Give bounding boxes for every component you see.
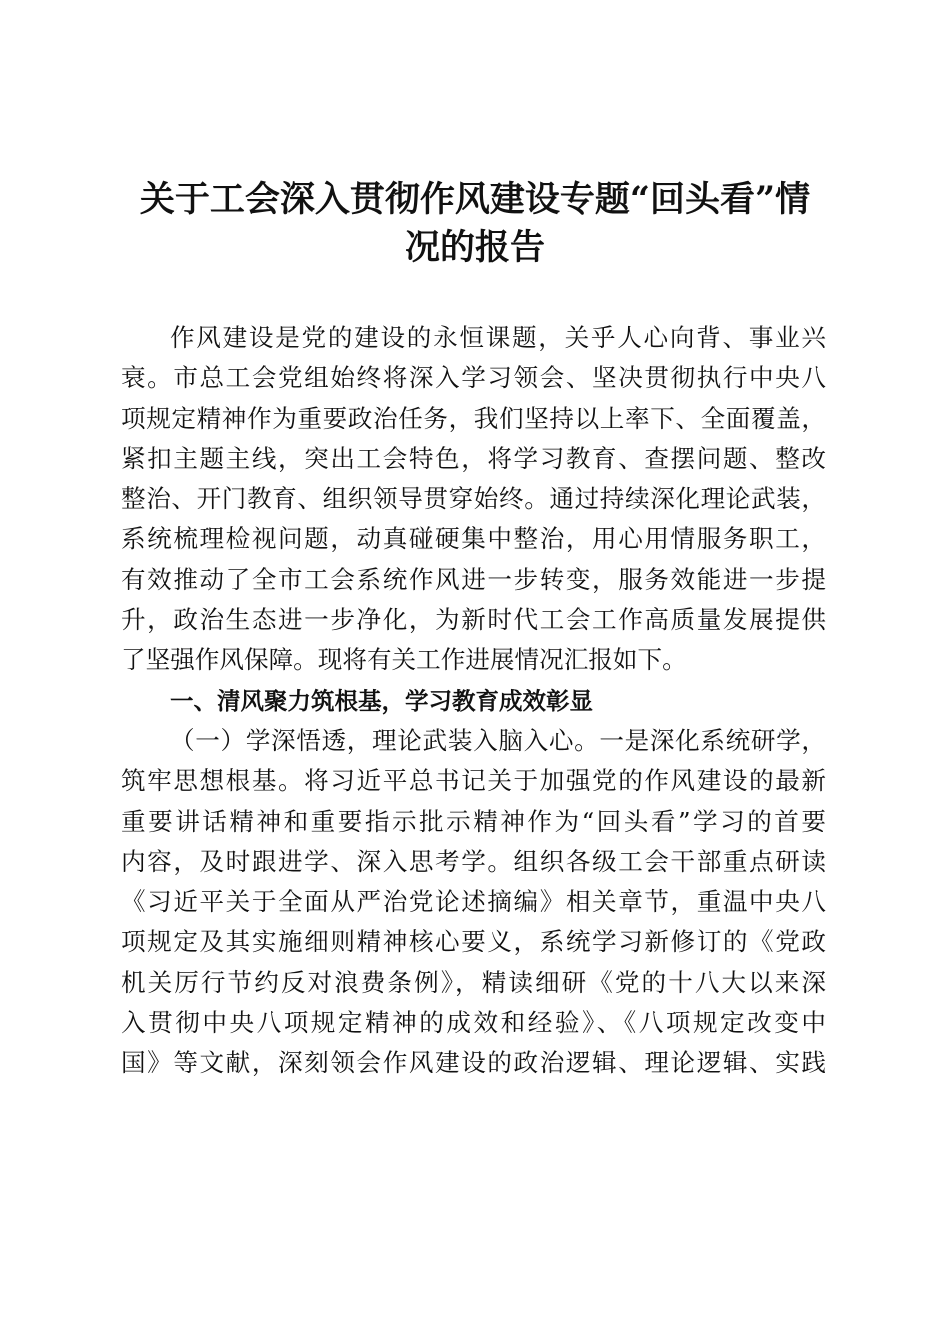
paragraph-1-line-7: 有效推动了全市工会系统作风进一步转变，服务效能进一步提 xyxy=(121,564,826,594)
paragraph-2-line-7: 机关厉行节约反对浪费条例》，精读细研《党的十八大以来深 xyxy=(121,967,826,997)
document-title xyxy=(110,176,840,272)
paragraph-1-line-2: 衰。市总工会党组始终将深入学习领会、坚决贯彻执行中央八 xyxy=(121,363,826,393)
paragraph-1-line-6: 系统梳理检视问题，动真碰硬集中整治，用心用情服务职工， xyxy=(121,524,826,554)
paragraph-2-line-2: 筑牢思想根基。将习近平总书记关于加强党的作风建设的最新 xyxy=(121,766,826,796)
paragraph-2-line-5: 《习近平关于全面从严治党论述摘编》相关章节，重温中央八 xyxy=(121,887,826,917)
paragraph-1-line-3: 项规定精神作为重要政治任务，我们坚持以上率下、全面覆盖， xyxy=(121,403,826,433)
title-line-2: 况的报告 xyxy=(404,227,545,268)
paragraph-1-line-4: 紧扣主题主线，突出工会特色，将学习教育、查摆问题、整改 xyxy=(121,443,826,473)
paragraph-2-line-1: （一）学深悟透，理论武装入脑入心。一是深化系统研学， xyxy=(170,725,826,755)
paragraph-2-line-8: 入贯彻中央八项规定精神的成效和经验》、《八项规定改变中 xyxy=(121,1008,826,1038)
document-body xyxy=(121,318,826,1084)
paragraph-2-line-3: 重要讲话精神和重要指示批示精神作为“回头看”学习的首要 xyxy=(121,806,826,836)
paragraph-1-line-9: 了坚强作风保障。现将有关工作进展情况汇报如下。 xyxy=(121,645,687,675)
paragraph-2-line-6: 项规定及其实施细则精神核心要义，系统学习新修订的《党政 xyxy=(121,927,826,957)
paragraph-1-line-5: 整治、开门教育、组织领导贯穿始终。通过持续深化理论武装， xyxy=(121,484,826,514)
title-line-1: 关于工会深入贯彻作风建设专题“回头看”情 xyxy=(139,179,811,220)
paragraph-2-line-9: 国》等文献，深刻领会作风建设的政治逻辑、理论逻辑、实践 xyxy=(121,1048,826,1078)
section-heading-1: 一、清风聚力筑根基，学习教育成效彰显 xyxy=(170,686,593,715)
paragraph-1-line-1: 作风建设是党的建设的永恒课题，关乎人心向背、事业兴 xyxy=(170,323,826,352)
paragraph-2-line-4: 内容，及时跟进学、深入思考学。组织各级工会干部重点研读 xyxy=(121,846,826,876)
paragraph-1-line-8: 升，政治生态进一步净化，为新时代工会工作高质量发展提供 xyxy=(121,605,826,635)
